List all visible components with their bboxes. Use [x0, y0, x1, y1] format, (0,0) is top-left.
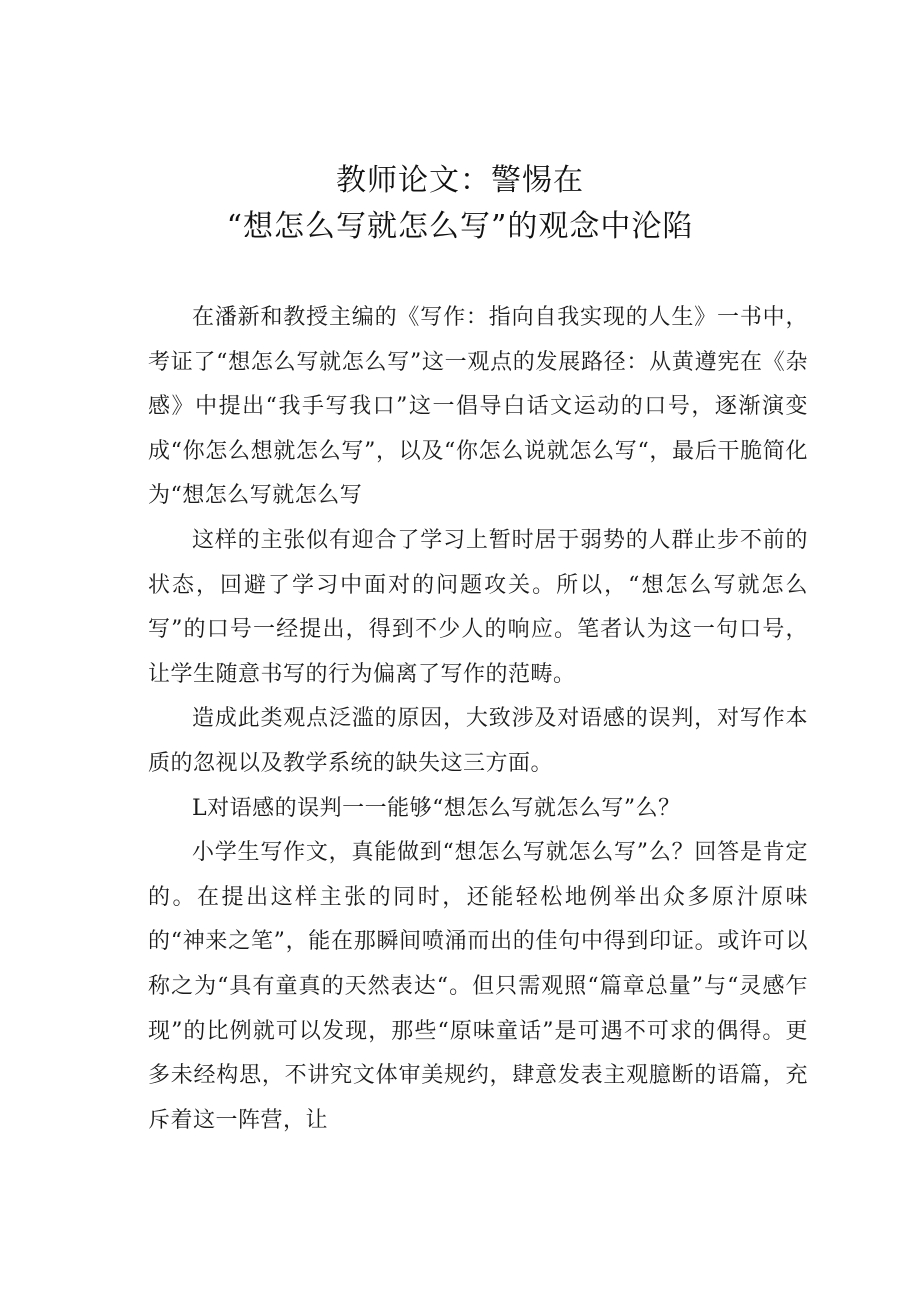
paragraph-4: 小学生写作文，真能做到“想怎么写就怎么写”么？回答是肯定的。在提出这样主张的同时，还能轻松地例举出众多原汁原味的“神来之笔”，能在那瞬间喷涌而出的佳句中得到印证。或许可以称之为“具有童真的天然表达“。但只需观照“篇章总量”与“灵感乍现”的比例就可以发现，那些“原味童话”是可遇不可求的偶得。更多未经构思，不讲究文体审美规约，肆意发表主观臆断的语篇，充斥着这一阵营，让 — [148, 840, 808, 1133]
paragraph-3: 造成此类观点泛滥的原因，大致涉及对语感的误判，对写作本质的忽视以及教学系统的缺失这三方面。 — [148, 706, 808, 776]
document-title — [0, 158, 920, 250]
paragraph-2: 这样的主张似有迎合了学习上暂时居于弱势的人群止步不前的状态，回避了学习中面对的问题攻关。所以，“想怎么写就怎么写”的口号一经提出，得到不少人的响应。笔者认为这一句口号，让学生随意书写的行为偏离了写作的范畴。 — [148, 527, 808, 687]
section-heading-1: L对语感的误判一一能够“想怎么写就怎么写”么？ — [192, 795, 681, 821]
title-line-2: “想怎么写就怎么写”的观念中沦陷 — [226, 209, 694, 244]
title-line-1: 教师论文：警惕在 — [336, 163, 584, 198]
document-body — [148, 296, 808, 1143]
paragraph-1: 在潘新和教授主编的《写作：指向自我实现的人生》一书中，考证了“想怎么写就怎么写”这一观点的发展路径：从黄遵宪在《杂感》中提出“我手写我口”这一倡导白话文运动的口号，逐渐演变成“你怎么想就怎么写”，以及“你怎么说就怎么写“，最后干脆简化为“想怎么写就怎么写 — [148, 305, 808, 509]
